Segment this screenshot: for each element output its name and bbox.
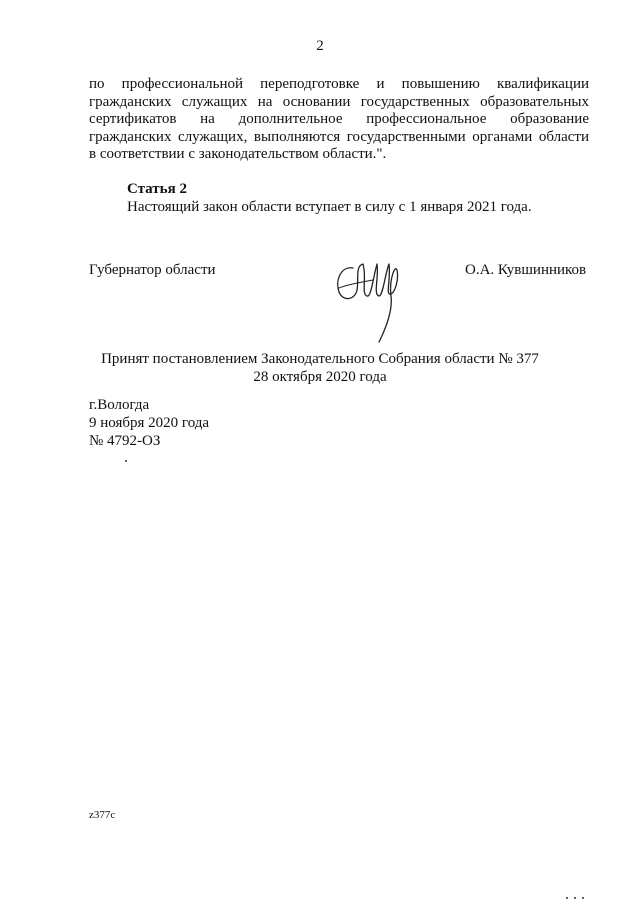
law-number: № 4792-ОЗ xyxy=(89,433,161,449)
article-heading: Статья 2 xyxy=(127,181,187,197)
city: г.Вологда xyxy=(89,397,150,413)
paragraph-line: гражданских служащих, выполняются государственными органами области xyxy=(89,128,589,145)
page-number: 2 xyxy=(316,38,324,54)
paragraph-line: по профессиональной переподготовке и повышению квалификации xyxy=(89,76,589,92)
scan-artifact xyxy=(574,897,576,899)
signing-date: 9 ноября 2020 года xyxy=(89,415,210,431)
article-text: Настоящий закон области вступает в силу с 1 января 2021 года. xyxy=(127,199,532,215)
paragraph-line: гражданских служащих на основании государственных образовательных xyxy=(89,93,589,110)
handwritten-signature xyxy=(333,250,409,346)
stray-mark xyxy=(125,460,127,462)
document-code: z377c xyxy=(89,809,116,821)
signatory-title: Губернатор области xyxy=(89,262,216,278)
signatory-name: О.А. Кувшинников xyxy=(465,262,587,278)
paragraph-line: в соответствии с законодательством области.". xyxy=(89,146,387,162)
paragraph-line: сертификатов на дополнительное профессиональное образование xyxy=(89,111,589,127)
scan-artifact xyxy=(582,897,584,899)
scan-artifact xyxy=(566,897,568,899)
adoption-line: Принят постановлением Законодательного Собрания области № 377 xyxy=(101,351,539,367)
adoption-date: 28 октября 2020 года xyxy=(253,369,387,385)
